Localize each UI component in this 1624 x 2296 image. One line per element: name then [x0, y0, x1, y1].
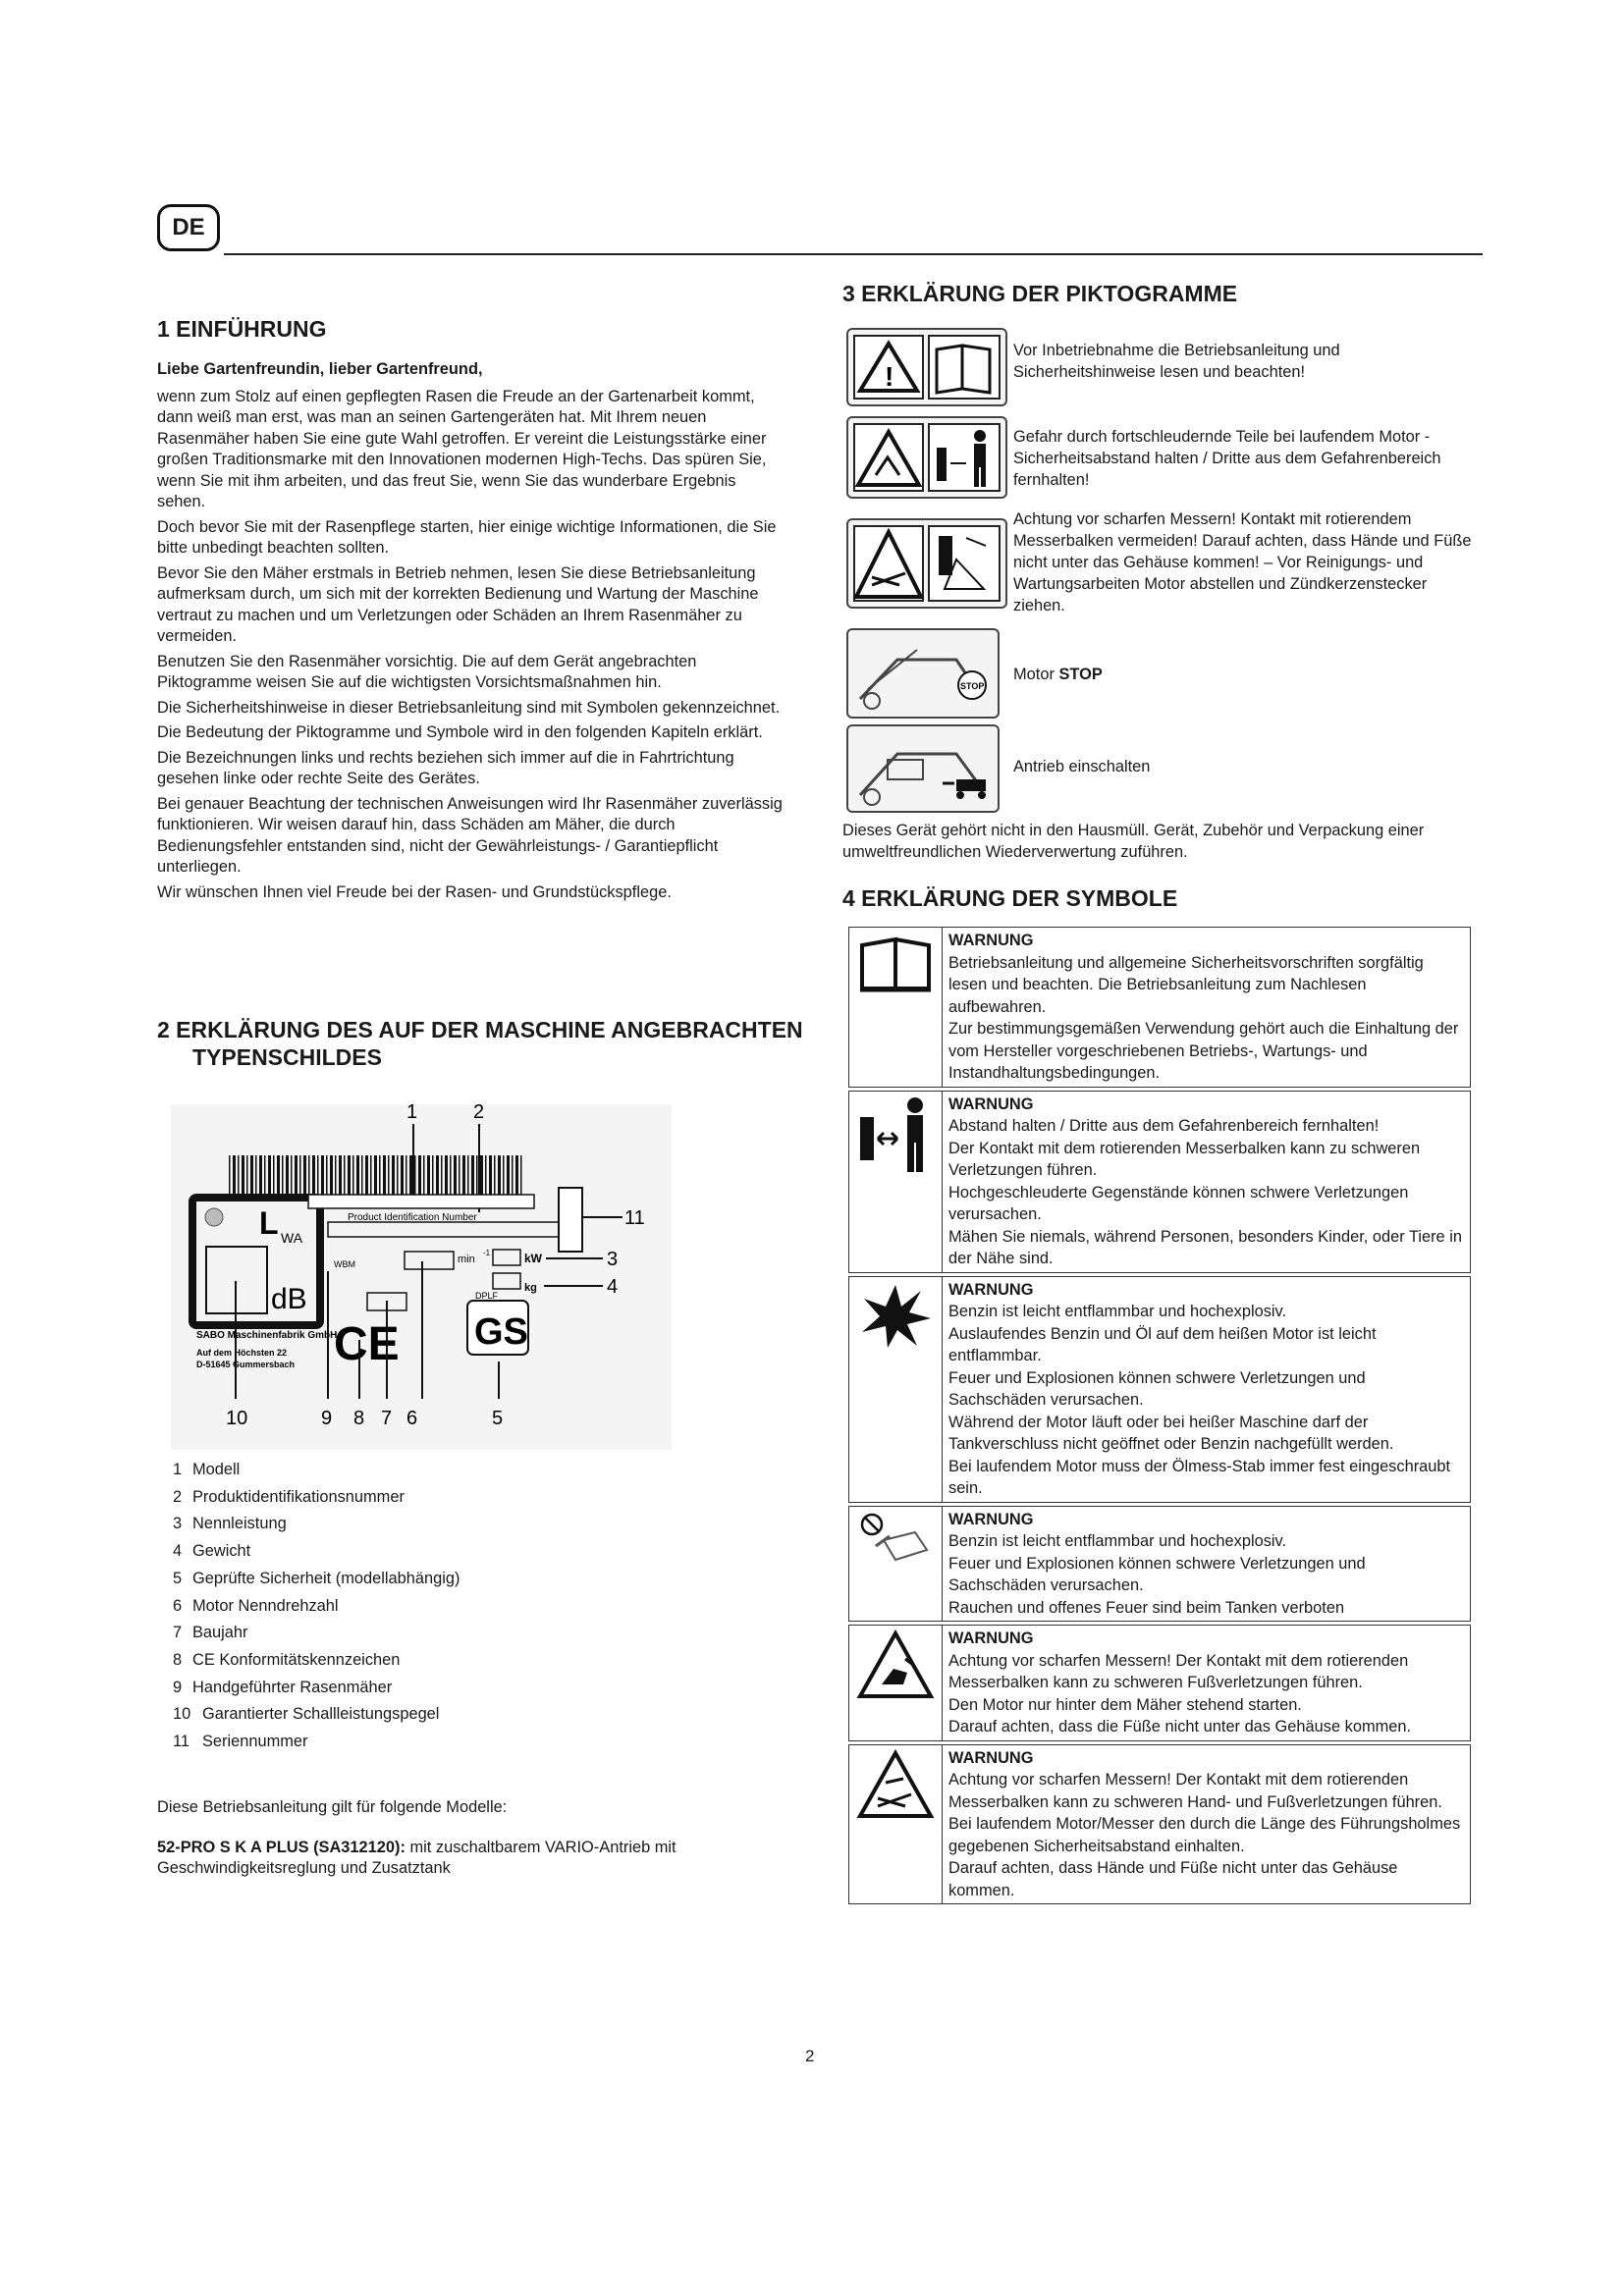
pictogram-text-1: Vor Inbetriebnahme die Betriebsanleitung und Sicherheitshinweise lesen und beachten! [1013, 342, 1340, 381]
section2-title-line2: TYPENSCHILDES [192, 1044, 382, 1070]
pictogram-text-3: Achtung vor scharfen Messern! Kontakt mit rotierendem Messerbalken vermeiden! Darauf achten, dass Hände und Füße nicht unter das Gehäuse kommen! – Vor Reinigungs- und Wartungsarbeiten Motor abstellen und Zündkerzenstecker ziehen. [1013, 510, 1472, 614]
no-smoking-fuel-icon [856, 1511, 935, 1566]
maker-address-2: D-51645 Gummersbach [196, 1360, 296, 1369]
symbol-row [849, 1276, 1471, 1502]
paragraph: wenn zum Stolz auf einen gepflegten Rasen die Freude an der Gartenarbeit kommt, dann weiß man erst, was man an seinen Gartengeräten hat. Mit Ihrem neuen Rasenmäher haben Sie eine gute Wahl getroffen. Er vereint die Leistungsstärke einer großen Traditionsmarke mit den Innovationen modernen High-Techs. Das spüren Sie, wenn Sie mit ihm arbeiten, und das freut Sie, wenn Sie das wunderbare Ergebnis sehen. [157, 387, 767, 510]
paragraph: Bevor Sie den Mäher erstmals in Betrieb nehmen, lesen Sie diese Betriebsanleitung aufmerksam durch, um sich mit der korrekten Bedienung und Wartung der Maschine vertraut zu machen und um Verletzungen oder Schäden an Ihrem Rasenmäher zu vermeiden. [157, 563, 759, 645]
ce-mark: CE [334, 1318, 400, 1370]
keep-distance-icon [854, 1095, 937, 1174]
language-badge: DE [157, 204, 220, 251]
legend-item: 2 Produktidentifikationsnummer [173, 1487, 405, 1506]
legend-item: 8 CE Konformitätskennzeichen [173, 1650, 401, 1669]
page-number: 2 [805, 2047, 815, 2065]
section1-body [157, 359, 785, 907]
symbol-text: WARNUNG Abstand halten / Dritte aus dem Gefahrenbereich fernhalten! Der Kontakt mit dem rotierenden Messerbalken kann zu schweren Verletzungen führen. Hochgeschleuderte Gegenstände können schwere Verletzungen verursachen. Mähen Sie niemals, während Personen, besonders Kinder, oder Tiere in der Nähe sind. [943, 1091, 1471, 1272]
paragraph: Bei genauer Beachtung der technischen Anweisungen wird Ihr Rasenmäher zuverlässig funktionieren. Wir weisen darauf hin, dass Schäden am Mäher, die durch Bedienungsfehler entstanden sind, nicht der Gewährleistungs- / Garantiepflicht unterliegen. [157, 794, 783, 876]
symbols-table [848, 927, 1471, 1904]
wbm-label: WBM [334, 1259, 355, 1269]
legend-item: 11 Seriennummer [173, 1733, 308, 1751]
paragraph: Doch bevor Sie mit der Rasenpflege starten, hier einige wichtige Informationen, die Sie bitte unbedingt beachten sollten. [157, 517, 777, 557]
symbol-row [849, 928, 1471, 1088]
callout-1: 1 [406, 1104, 418, 1123]
pin-label: Product Identification Number [348, 1212, 477, 1223]
legend-item: 7 Baujahr [173, 1624, 248, 1642]
callout-7: 7 [381, 1408, 393, 1429]
model-name: 52-PRO S K A PLUS (SA312120): [157, 1839, 406, 1856]
legend-item: 5 Geprüfte Sicherheit (modellabhängig) [173, 1569, 460, 1587]
maker-name: SABO Maschinenfabrik GmbH [196, 1330, 338, 1341]
symbol-row [849, 1506, 1471, 1622]
callout-2: 2 [473, 1104, 485, 1123]
callout-3: 3 [607, 1249, 619, 1270]
symbol-cell [849, 1276, 943, 1502]
barrier-icon [937, 448, 947, 481]
stop-sign-label: STOP [960, 681, 985, 691]
pictogram-text-2: Gefahr durch fortschleudernde Teile bei laufendem Motor - Sicherheitsabstand halten / Dritte aus dem Gefahrenbereich fernhalten! [1013, 428, 1441, 489]
dplf-label: DPLF [475, 1291, 499, 1301]
gs-mark: GS [474, 1311, 528, 1353]
paragraph: Die Sicherheitshinweise in dieser Betriebsanleitung sind mit Symbolen gekennzeichnet. [157, 698, 781, 717]
legend-item: 6 Motor Nenndrehzahl [173, 1596, 339, 1615]
kw-unit: kW [524, 1252, 542, 1265]
header-rule [224, 253, 1483, 255]
warning-label: WARNUNG [948, 1280, 1034, 1299]
callout-9: 9 [321, 1408, 333, 1429]
callout-11: 11 [624, 1207, 645, 1229]
pictogram-text-5: Antrieb einschalten [1013, 758, 1151, 775]
svg-text:!: ! [885, 361, 894, 392]
warning-label: WARNUNG [948, 1095, 1034, 1113]
lwa-subscript: WA [281, 1230, 303, 1246]
legend-item: 9 Handgeführter Rasenmäher [173, 1678, 393, 1696]
pictogram-read-manual [846, 328, 1007, 406]
paragraph: Die Bedeutung der Piktogramme und Symbole wird in den folgenden Kapiteln erklärt. [157, 723, 763, 741]
min-unit: min [458, 1254, 475, 1265]
legend-item: 10 Garantierter Schallleistungspegel [173, 1705, 440, 1724]
disposal-notice: Dieses Gerät gehört nicht in den Hausmüll. Gerät, Zubehör und Verpackung einer umweltfreundlichen Wiederverwertung zuführen. [842, 822, 1425, 861]
symbol-text: WARNUNG Achtung vor scharfen Messern! Der Kontakt mit dem rotierenden Messerbalken kann zu schweren Fußverletzungen führen. Den Motor nur hinter dem Mäher stehend starten. Darauf achten, dass die Füße nicht unter das Gehäuse kommen. [943, 1626, 1471, 1741]
pictogram-text-4: Motor STOP [1013, 666, 1103, 683]
db-label: dB [271, 1283, 307, 1315]
callout-10: 10 [226, 1408, 248, 1429]
symbol-cell [849, 1744, 943, 1904]
symbol-cell [849, 1626, 943, 1741]
pictogram-drive-engage [846, 724, 1000, 813]
greeting: Liebe Gartenfreundin, lieber Gartenfreund, [157, 360, 483, 378]
lwa-label: L [259, 1205, 279, 1241]
callout-5: 5 [492, 1408, 504, 1429]
warning-label: WARNUNG [948, 1748, 1034, 1767]
type-plate-illustration [171, 1104, 672, 1450]
models-intro: Diese Betriebsanleitung gilt für folgende Modelle: [157, 1798, 508, 1816]
warning-label: WARNUNG [948, 1510, 1034, 1528]
explosion-icon [858, 1281, 933, 1350]
model-description [157, 1838, 766, 1879]
warning-label: WARNUNG [948, 1629, 1034, 1647]
callout-4: 4 [607, 1276, 619, 1298]
section2-title [157, 1016, 805, 1071]
maker-address-1: Auf dem Höchsten 22 [196, 1348, 288, 1358]
symbol-row [849, 1626, 1471, 1741]
kg-unit: kg [524, 1282, 537, 1294]
legend-item: 1 Modell [173, 1461, 241, 1478]
legend-item: 4 Gewicht [173, 1542, 251, 1561]
paragraph: Die Bezeichnungen links und rechts beziehen sich immer auf die in Fahrtrichtung gesehen linke oder rechte Seite des Gerätes. [157, 748, 734, 787]
book-icon [856, 932, 935, 994]
hand-foot-injury-warning-icon [856, 1749, 935, 1820]
symbol-cell [849, 1091, 943, 1272]
symbol-row [849, 1091, 1471, 1272]
model-desc: mit zuschaltbarem VARIO-Antrieb mit Geschwindigkeitsreglung und Zusatztank [157, 1839, 677, 1877]
foot-injury-warning-icon [856, 1629, 935, 1700]
section4-title: 4 ERKLÄRUNG DER SYMBOLE [842, 885, 1178, 911]
mower-icon [943, 779, 986, 799]
pictogram-motor-stop [846, 628, 1000, 719]
section2-title-line1: 2 ERKLÄRUNG DES AUF DER MASCHINE ANGEBRACHTEN [157, 1017, 803, 1042]
symbol-cell [849, 1506, 943, 1622]
legend-item: 3 Nennleistung [173, 1515, 287, 1533]
symbol-text: WARNUNG Benzin ist leicht entflammbar und hochexplosiv. Feuer und Explosionen können schwere Verletzungen und Sachschäden verursachen. Rauchen und offenes Feuer sind beim Tanken verboten [943, 1506, 1471, 1622]
callout-8: 8 [353, 1408, 365, 1429]
callout-6: 6 [406, 1408, 418, 1429]
symbol-text: WARNUNG Achtung vor scharfen Messern! Der Kontakt mit dem rotierenden Messerbalken kann zu schweren Hand- und Fußverletzungen führen. Bei laufendem Motor/Messer den durch die Länge des Führungsholmes gegebenen Sicherheitsabstand einhalten. Darauf achten, dass Hände und Füße nicht unter das Gehäuse kommen. [943, 1744, 1471, 1904]
symbol-text: WARNUNG Betriebsanleitung und allgemeine Sicherheitsvorschriften sorgfältig lesen und beachten. Die Betriebsanleitung zum Nachlesen aufbewahren. Zur bestimmungsgemäßen Verwendung gehört auch die Einhaltung der vom Hersteller vorgeschriebenen Betriebs-, Wartungs- und Instandhaltungsbedingungen. [943, 928, 1471, 1088]
paragraph: Wir wünschen Ihnen viel Freude bei der Rasen- und Grundstückspflege. [157, 882, 672, 901]
symbol-cell [849, 928, 943, 1088]
symbol-text: WARNUNG Benzin ist leicht entflammbar und hochexplosiv. Auslaufendes Benzin und Öl auf dem heißen Motor ist leicht entflammbar. Feuer und Explosionen können schwere Verletzungen und Sachschäden verursachen. Während der Motor läuft oder bei heißer Maschine darf der Tankverschluss nicht geöffnet oder Benzin nachgefüllt werden. Bei laufendem Motor muss der Ölmess-Stab immer fest eingeschraubt sein. [943, 1276, 1471, 1502]
symbol-row [849, 1744, 1471, 1904]
min-superscript: -1 [483, 1249, 491, 1257]
section1-title: 1 EINFÜHRUNG [157, 316, 327, 342]
type-plate-legend [173, 1457, 460, 1756]
pictogram-sharp-blades [846, 518, 1007, 609]
section3-title: 3 ERKLÄRUNG DER PIKTOGRAMME [842, 281, 1238, 306]
pictogram-thrown-objects [846, 416, 1007, 499]
warning-label: WARNUNG [948, 932, 1034, 949]
paragraph: Benutzen Sie den Rasenmäher vorsichtig. Die auf dem Gerät angebrachten Piktogramme weisen Sie auf die wichtigsten Vorsichtsmaßnahmen hin. [157, 652, 697, 691]
